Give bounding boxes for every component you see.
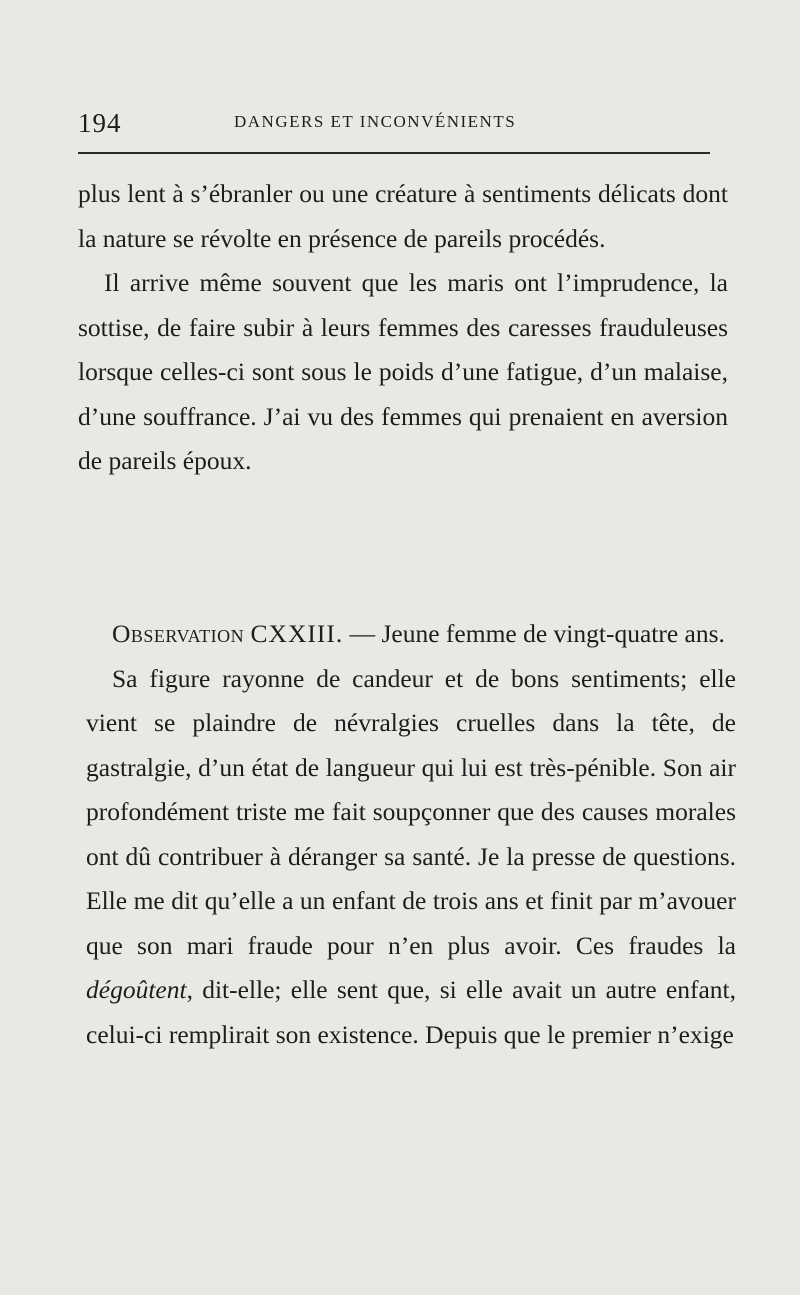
observation-body-text: Sa figure rayonne de candeur et de bons sentiments; elle vient se plaindre de névralgies cruelles dans la tête, de gastralgie, d’un état de langueur qui lui est très-pénible. Son air profondément triste me fait soupçonner que des causes morales ont dû contribuer à déranger sa santé. Je la presse de questions. Elle me dit qu’elle a un enfant de trois ans et finit par m’avouer que son mari fraude pour n’en plus avoir. Ces fraudes la — [86, 663, 736, 960]
observation-label: Observation — [112, 619, 245, 648]
observation-body-tail: , dit-elle; elle sent que, si elle avait un autre enfant, celui-ci remplirait son existence. Depuis que le premier n’exige — [86, 975, 736, 1049]
paragraph-husbands: Il arrive même souvent que les maris ont l’imprudence, la sottise, de faire subir à leurs femmes des caresses frauduleuses lorsque celles-ci sont sous le poids d’une fatigue, d’un malaise, d’une souffrance. J’ai vu des femmes qui prenaient en aversion de pareils époux. — [78, 268, 728, 475]
observation-heading-text: — Jeune femme de vingt-quatre ans. — [343, 619, 725, 648]
observation-number: CXXIII. — [250, 619, 344, 648]
observation-body — [86, 657, 736, 1058]
observation-emphasis: dégoûtent — [86, 975, 187, 1004]
text-block-continuation — [78, 172, 728, 484]
header-rule — [78, 152, 710, 154]
observation-heading — [86, 612, 736, 657]
observation-section — [86, 612, 736, 1057]
running-title: DANGERS ET INCONVÉNIENTS — [234, 112, 517, 131]
page-number: 194 — [78, 108, 122, 138]
running-head — [78, 108, 710, 148]
paragraph-continuation: plus lent à s’ébranler ou une créature à sentiments délicats dont la nature se révolte en présence de pareils procédés. — [78, 179, 728, 253]
